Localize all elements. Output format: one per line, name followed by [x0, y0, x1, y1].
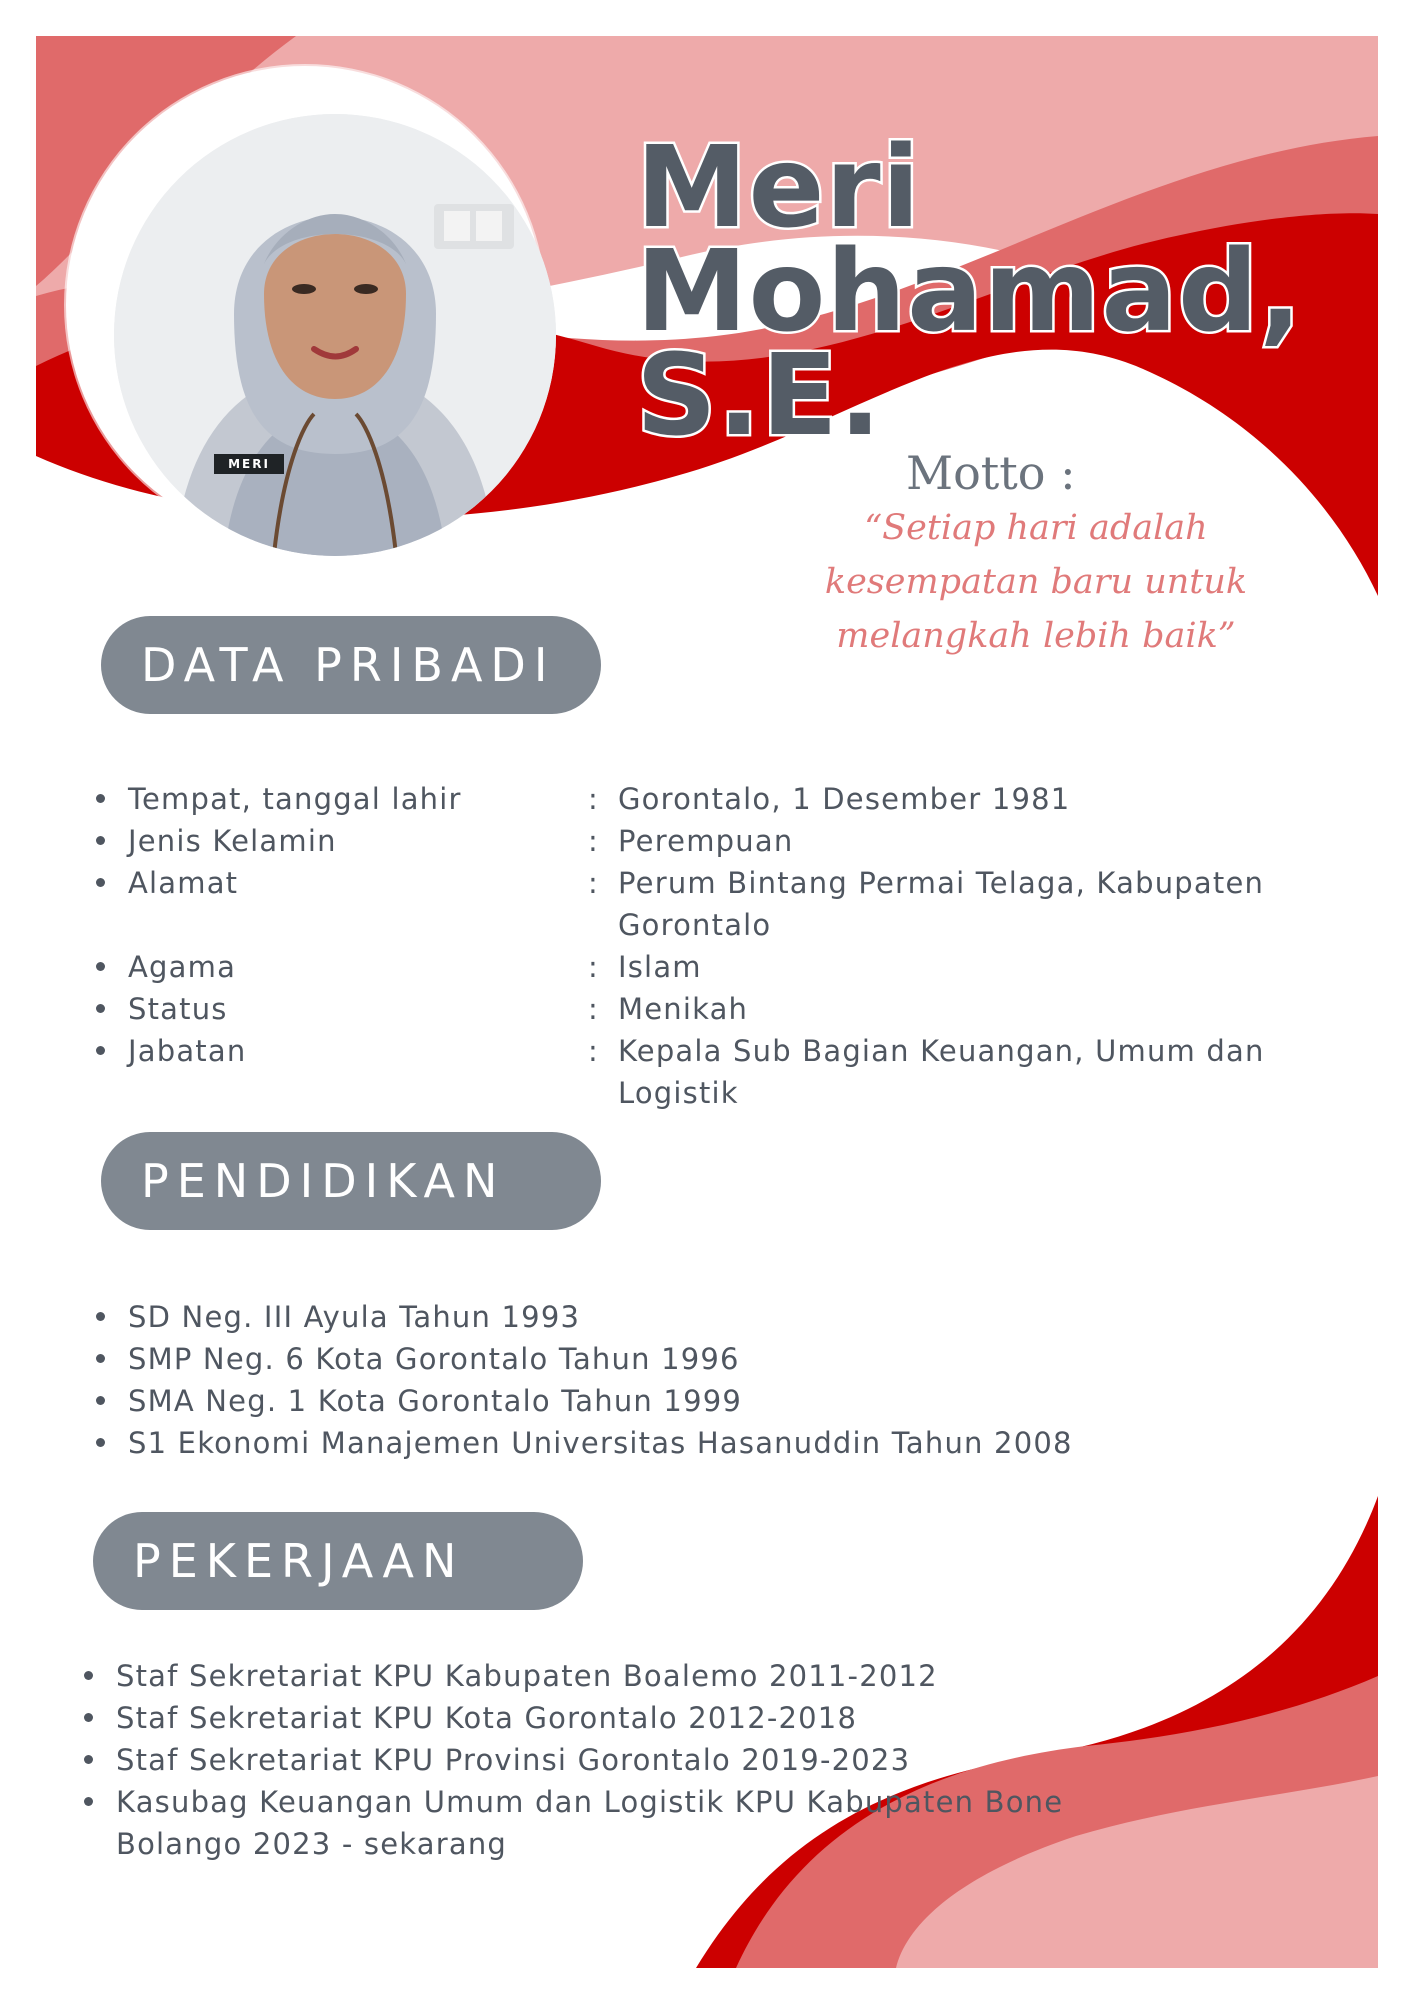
personal-row: Jabatan : Kepala Sub Bagian Keuangan, Umum dan Logistik — [96, 1030, 1296, 1114]
personal-row: Jenis Kelamin : Perempuan — [96, 820, 1296, 862]
cv-page — [36, 36, 1378, 1968]
education-item: SD Neg. III Ayula Tahun 1993 — [96, 1296, 1296, 1338]
section-header-work: PEKERJAAN — [93, 1512, 583, 1610]
personal-data-list — [96, 778, 1296, 1114]
personal-row: Alamat : Perum Bintang Permai Telaga, Kabupaten Gorontalo — [96, 862, 1296, 946]
section-header-education: PENDIDIKAN — [101, 1132, 601, 1230]
education-item: S1 Ekonomi Manajemen Universitas Hasanuddin Tahun 2008 — [96, 1422, 1296, 1464]
motto-label: Motto : — [906, 446, 1076, 500]
personal-row: Status : Menikah — [96, 988, 1296, 1030]
full-name — [636, 123, 1303, 461]
education-item: SMP Neg. 6 Kota Gorontalo Tahun 1996 — [96, 1338, 1296, 1380]
photo-name-badge: MERI — [228, 457, 270, 471]
name-line-3: S.E. — [636, 331, 883, 461]
work-item: Staf Sekretariat KPU Kota Gorontalo 2012-2018 — [84, 1697, 1084, 1739]
work-item: Staf Sekretariat KPU Kabupaten Boalemo 2011-2012 — [84, 1655, 1084, 1697]
work-item: Kasubag Keuangan Umum dan Logistik KPU Kabupaten Bone Bolango 2023 - sekarang — [84, 1781, 1084, 1865]
name-line-2: Mohamad, — [636, 227, 1303, 357]
profile-photo — [114, 114, 556, 556]
section-header-personal: DATA PRIBADI — [101, 616, 601, 714]
personal-row: Agama : Islam — [96, 946, 1296, 988]
education-item: SMA Neg. 1 Kota Gorontalo Tahun 1999 — [96, 1380, 1296, 1422]
work-list — [84, 1655, 1084, 1865]
name-line-1: Meri — [636, 123, 922, 253]
motto-text: “Setiap hari adalah kesempatan baru untuk melangkah lebih baik” — [824, 508, 1248, 656]
education-list — [96, 1296, 1296, 1464]
personal-row: Tempat, tanggal lahir : Gorontalo, 1 Desember 1981 — [96, 778, 1296, 820]
profile-photo-frame — [66, 66, 544, 544]
work-item: Staf Sekretariat KPU Provinsi Gorontalo 2019-2023 — [84, 1739, 1084, 1781]
portrait-illustration — [114, 114, 556, 556]
